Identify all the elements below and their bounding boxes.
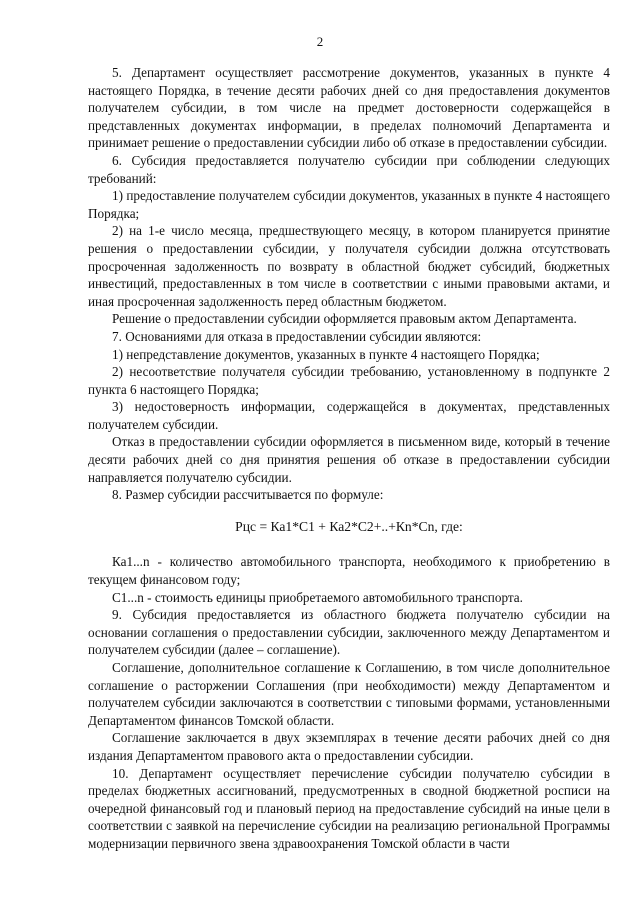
formula-definition-ka: Ка1...n - количество автомобильного транспорта, необходимого к приобретению в текущем финансовом году;: [88, 554, 610, 588]
page-number: 2: [316, 34, 324, 49]
paragraph-7-item-3: 3) недостоверность информации, содержащейся в документах, представленных получателем субсидии.: [88, 399, 610, 432]
paragraph-7-item-2: 2) несоответствие получателя субсидии требованию, установленному в подпункте 2 пункта 6 настоящего Порядка;: [88, 364, 610, 397]
formula-definition-c: С1...n - стоимость единицы приобретаемого автомобильного транспорта.: [112, 589, 523, 605]
paragraph-7: 7. Основаниями для отказа в предоставлении субсидии являются:: [112, 328, 482, 344]
paragraph-6: 6. Субсидия предоставляется получателю субсидии при соблюдении следующих требований:: [88, 152, 610, 186]
paragraph-9: 9. Субсидия предоставляется из областного бюджета получателю субсидии на основании соглашения о предоставлении субсидии, заключенного между Департаментом и получателем субсидии (далее – соглашение).: [88, 607, 610, 658]
paragraph-agreement-forms: Соглашение, дополнительное соглашение к Соглашению, в том числе дополнительное соглашение о расторжении Соглашения (при необходимости) между Департаментом и получателем субсидии заключаются в соответствии с типовыми формами, установленными Департаментом финансов Томской области.: [88, 660, 610, 728]
paragraph-7-item-1: 1) непредставление документов, указанных в пункте 4 настоящего Порядка;: [112, 346, 540, 362]
subsidy-formula: Рцс = Ка1*С1 + Ка2*С2+..+Кn*Сn, где:: [235, 518, 463, 534]
paragraph-8: 8. Размер субсидии рассчитывается по формуле:: [112, 487, 384, 503]
paragraph-5: 5. Департамент осуществляет рассмотрение документов, указанных в пункте 4 настоящего Порядка, в течение десяти рабочих дней со дня предоставления документов получателем субсидии, в том числе на предмет достоверности содержащейся в представленных документах информации, в пределах полномочий Департамента и принимает решение о предоставлении субсидии либо об отказе в предоставлении субсидии.: [88, 65, 610, 151]
paragraph-6-item-2: 2) на 1-е число месяца, предшествующего месяцу, в котором планируется принятие решения о предоставлении субсидии, у получателя субсидии должна отсутствовать просроченная задолженность по возврату в областной бюджет субсидий, бюджетных инвестиций, предоставленных в том числе в соответствии с иными правовыми актами, и иная просроченная задолженность перед областным бюджетом.: [88, 223, 610, 309]
paragraph-6-item-1: 1) предоставление получателем субсидии документов, указанных в пункте 4 настоящего Порядка;: [88, 188, 610, 221]
document-body: [88, 64, 610, 853]
paragraph-10: 10. Департамент осуществляет перечисление субсидии получателю субсидии в пределах бюджетных ассигнований, предусмотренных в сводной бюджетной росписи на очередной финансовый год и плановый период на предоставление субсидий на иные цели в соответствии с заявкой на перечисление субсидии на реализацию региональной Программы модернизации первичного звена здравоохранения Томской области в части: [88, 765, 610, 851]
paragraph-decision: Решение о предоставлении субсидии оформляется правовым актом Департамента.: [112, 311, 577, 327]
paragraph-agreement-copies: Соглашение заключается в двух экземплярах в течение десяти рабочих дней со дня издания Департаментом правового акта о предоставлении субсидии.: [88, 730, 610, 763]
paragraph-refusal: Отказ в предоставлении субсидии оформляется в письменном виде, который в течение десяти рабочих дней со дня принятия решения об отказе в предоставлении субсидии направляется получателю субсидии.: [88, 434, 610, 485]
